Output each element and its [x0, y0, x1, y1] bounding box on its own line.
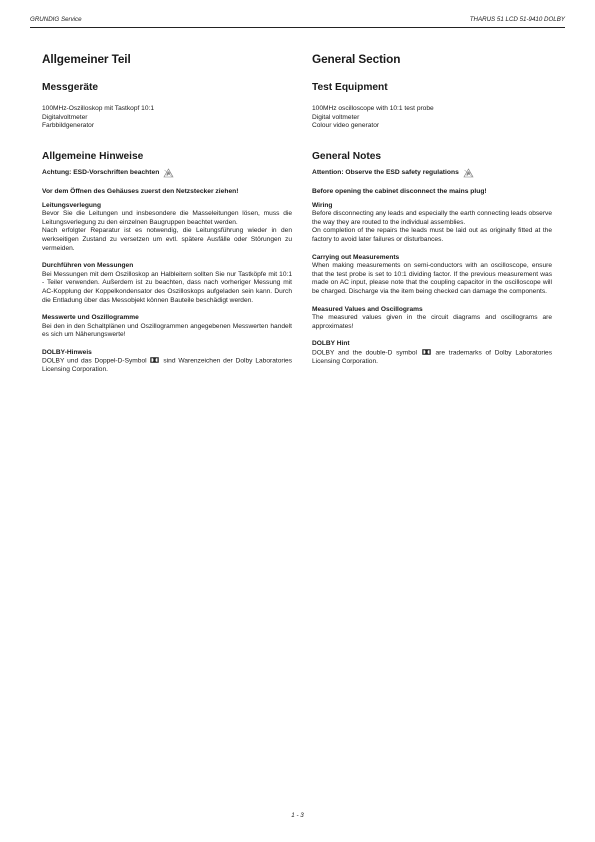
values-text: The measured values given in the circuit diagrams and oscillograms are approximates! [312, 314, 552, 330]
esd-warning-text: Achtung: ESD-Vorschriften beachten [42, 168, 160, 176]
values-heading: Measured Values and Oscillograms [312, 305, 423, 313]
esd-hand-icon [163, 168, 174, 178]
equipment-item: 100MHz-Oszilloskop mit Tastkopf 10:1 [42, 105, 155, 112]
equipment-item: Digital voltmeter [312, 113, 360, 121]
measurements-text: Bei Messungen mit dem Oszilloskop an Halbleitern sollten Sie nur Tastköpfe mit 10:1 - Teiler verwenden. Außerdem ist zu beachten, dass nach vorheriger Messung mit AC-Kopplung der Koppelkondensator des Oszilloskops aufgeladen sein kann. Durch die Entladung über das Messobjekt können Bauteile beschädigt werden. [42, 270, 292, 304]
section-title: General Section [312, 52, 401, 66]
dolby-double-d-icon [422, 349, 431, 355]
equipment-heading: Test Equipment [312, 82, 388, 93]
esd-hand-icon [463, 168, 474, 178]
section-title: Allgemeiner Teil [42, 52, 131, 66]
english-column [312, 52, 552, 366]
dolby-double-d-icon [150, 357, 159, 363]
dolby-heading: DOLBY Hint [312, 340, 350, 348]
notes-heading: Allgemeine Hinweise [42, 150, 144, 162]
measurements-text: When making measurements on semi-conductors with an oscilloscope, ensure that the test probe is set to 10:1 dividing factor. If the previous measurement was made on AC input, please note that the coupling capacitor in the oscilloscope will be charged. Discharge via the item being checked can damage the components. [312, 262, 552, 295]
mains-warning: Vor dem Öffnen des Gehäuses zuerst den Netzstecker ziehen! [42, 187, 239, 195]
header-model: THARUS 51 LCD 51-9410 DOLBY [469, 16, 565, 23]
german-column [42, 52, 292, 375]
page-number: 1 - 3 [291, 812, 304, 819]
esd-warning [312, 168, 552, 178]
header-brand: GRUNDIG Service [30, 16, 82, 23]
equipment-heading: Messgeräte [42, 82, 99, 93]
esd-warning-text: Attention: Observe the ESD safety regulations [312, 168, 459, 176]
wiring-heading: Leitungsverlegung [42, 201, 101, 209]
page-header [30, 13, 565, 28]
dolby-text: DOLBY and the double-D symbol are trademarks of Dolby Laboratories Licensing Corporation. [312, 349, 552, 365]
dolby-heading: DOLBY-Hinweis [42, 348, 92, 356]
equipment-item: Digitalvoltmeter [42, 113, 88, 121]
wiring-heading: Wiring [312, 201, 333, 209]
mains-warning: Before opening the cabinet disconnect the mains plug! [312, 187, 487, 195]
measurements-heading: Carrying out Measurements [312, 253, 400, 261]
equipment-item: 100MHz oscilloscope with 10:1 test probe [312, 105, 434, 112]
values-text: Bei den in den Schaltplänen und Oszillogrammen angegebenen Messwerten handelt es sich um Näherungswerte! [42, 322, 292, 339]
notes-heading: General Notes [312, 150, 382, 162]
equipment-list [42, 105, 292, 131]
dolby-text: DOLBY und das Doppel-D-Symbol sind Warenzeichen der Dolby Laboratories Licensing Corporation. [42, 357, 292, 374]
measurements-heading: Durchführen von Messungen [42, 262, 134, 270]
equipment-list [312, 105, 552, 131]
values-heading: Messwerte und Oszillogramme [42, 314, 139, 322]
esd-warning [42, 168, 292, 178]
equipment-item: Colour video generator [312, 122, 380, 130]
wiring-text: Bevor Sie die Leitungen und insbesondere die Masseleitungen lösen, muss die Leitungsverlegung zu den einzelnen Baugruppen beachtet werden. Nach erfolgter Reparatur ist es notwendig, die Leitungsführung wieder in den werkseitigen Zustand zu versetzen um evtl. spätere Ausfälle oder Störungen zu vermeiden. [42, 210, 292, 252]
wiring-text: Before disconnecting any leads and especially the earth connecting leads observe the way they are routed to the individual assemblies. On completion of the repairs the leads must be laid out as originally fitted at the factory to avoid later failures or disturbances. [312, 210, 552, 244]
equipment-item: Farbbildgenerator [42, 122, 95, 130]
